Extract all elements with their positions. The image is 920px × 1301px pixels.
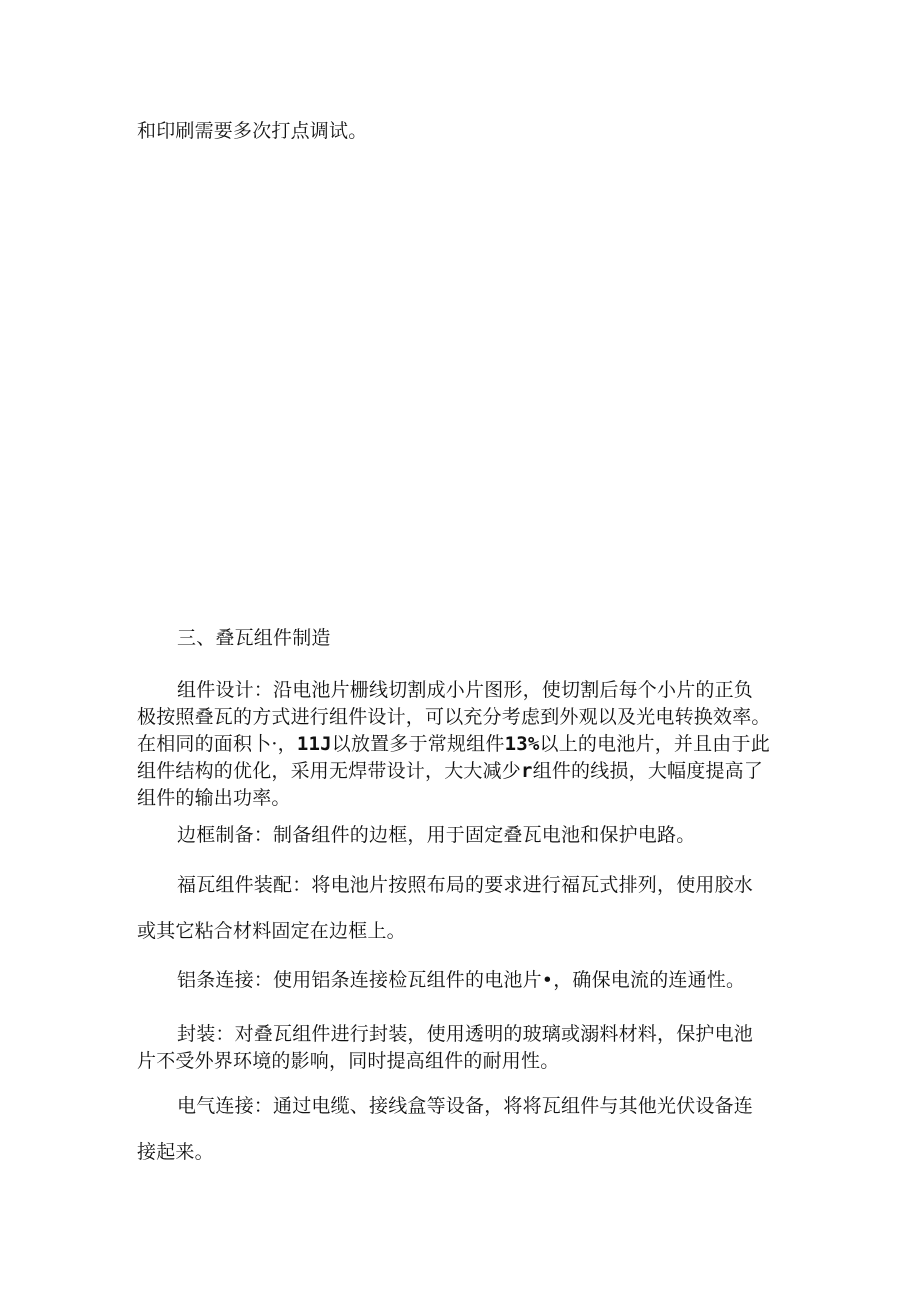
bold-fragment: 11J — [296, 733, 332, 755]
text-line: 和印刷需要多次打点调试。 — [137, 120, 368, 142]
section-heading — [177, 625, 837, 652]
text-line: 在相同的面积卜·，11J以放置多于常规组件13%以上的电池片，并且由于此 — [137, 733, 770, 755]
text-line: 片不受外界环境的影响，同时提高组件的耐用性。 — [137, 1050, 560, 1072]
text-line: 组件的输出功率。 — [137, 787, 291, 809]
text-line: 福瓦组件装配：将电池片按照布局的要求进行福瓦式排列，使用胶水 — [177, 874, 754, 896]
text-line: 极按照叠瓦的方式进行组件设计，可以充分考虑到外观以及光电转换效率。 — [137, 706, 771, 728]
text-line: 电气连接：通过电缆、接线盒等设备，将将瓦组件与其他光伏设备连 — [177, 1095, 754, 1117]
bold-percentage: 13% — [504, 733, 540, 755]
text-line: 组件结构的优化，采用无焊带设计，大大减少r组件的线损，大幅度提高了 — [137, 760, 764, 782]
electrical-connection-paragraph — [137, 1093, 797, 1166]
aluminum-connection-paragraph — [177, 967, 837, 994]
assembly-paragraph — [137, 872, 797, 945]
text-line: 封装：对叠瓦组件进行封装，使用透明的玻璃或溺料材料，保护电池 — [177, 1023, 754, 1045]
continued-paragraph — [137, 118, 797, 145]
text-line: 铝条连接：使用铝条连接检瓦组件的电池片•，确保电流的连通性。 — [177, 969, 746, 991]
encapsulation-paragraph — [137, 1021, 797, 1075]
heading-text: 三、叠瓦组件制造 — [177, 627, 331, 649]
component-design-paragraph — [137, 677, 797, 812]
text-line: 接起来。 — [137, 1141, 214, 1163]
text-line: 边框制备：制备组件的边框，用于固定叠瓦电池和保护电路。 — [177, 824, 696, 846]
frame-making-paragraph — [177, 822, 837, 849]
bold-fragment: r — [521, 760, 533, 782]
text-line: 组件设计：沿电池片栅线切割成小片图形，使切割后每个小片的正负 — [177, 679, 754, 701]
text-line: 或其它粘合材料固定在边框上。 — [137, 920, 406, 942]
